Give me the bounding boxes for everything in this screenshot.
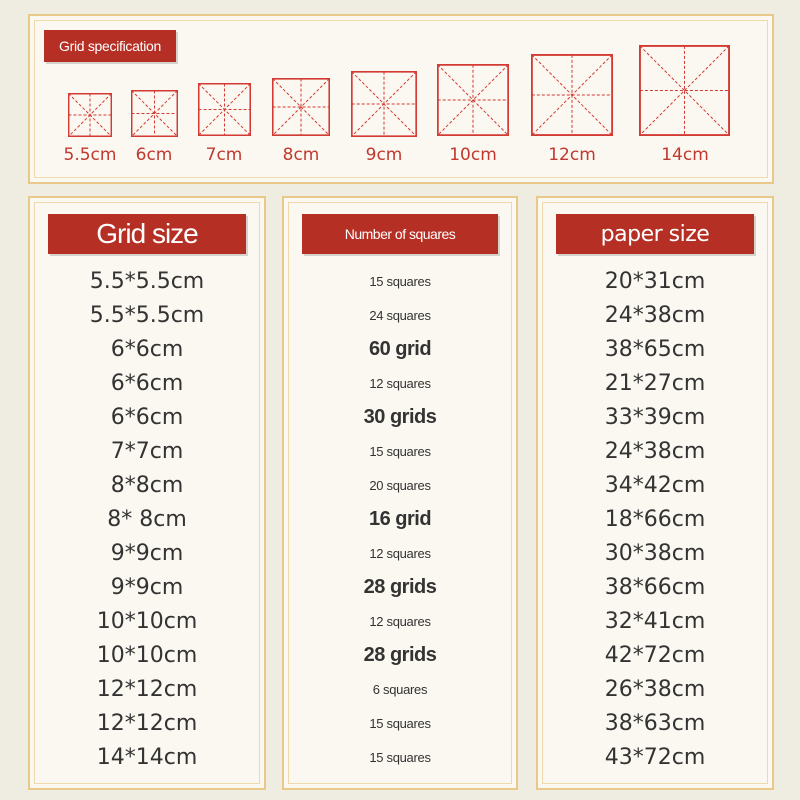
- paper-size-cell: 20*31cm: [604, 268, 706, 294]
- paper-size-cell: 38*65cm: [604, 336, 706, 362]
- squares-cell: 12 squares: [369, 613, 431, 629]
- squares-cell: 20 squares: [369, 477, 431, 493]
- grid-spec-title: Grid specification: [44, 30, 176, 62]
- paper-size-cell: 24*38cm: [604, 438, 706, 464]
- grid-sample-label: 12cm: [548, 145, 596, 165]
- squares-cell: 15 squares: [369, 273, 431, 289]
- paper-size-cell: 32*41cm: [604, 608, 706, 634]
- grid-size-cell: 5.5*5.5cm: [89, 268, 205, 294]
- squares-cell: 30 grids: [363, 405, 437, 428]
- squares-cell: 60 grid: [368, 337, 432, 360]
- paper-size-cell: 34*42cm: [604, 472, 706, 498]
- paper-size-cell: 33*39cm: [604, 404, 706, 430]
- paper-size-header: paper size: [556, 214, 754, 254]
- grid-size-cell: 9*9cm: [110, 540, 184, 566]
- mi-grid-icon: [272, 78, 330, 136]
- mi-grid-icon: [639, 45, 730, 136]
- grid-sample-label: 8cm: [282, 145, 320, 165]
- squares-cell: 16 grid: [368, 507, 432, 530]
- mi-grid-icon: [531, 54, 613, 136]
- grid-size-cell: 14*14cm: [96, 744, 198, 770]
- mi-grid-icon: [198, 83, 251, 136]
- grid-size-cell: 6*6cm: [110, 404, 184, 430]
- grid-size-cell: 9*9cm: [110, 574, 184, 600]
- grid-size-cell: 8* 8cm: [107, 506, 187, 532]
- grid-sample-label: 14cm: [661, 145, 709, 165]
- squares-cell: 15 squares: [369, 443, 431, 459]
- grid-size-cell: 6*6cm: [110, 370, 184, 396]
- squares-cell: 28 grids: [363, 643, 437, 666]
- squares-column: [282, 196, 518, 790]
- squares-cell: 15 squares: [369, 715, 431, 731]
- paper-size-column: [536, 196, 774, 790]
- squares-cell: 12 squares: [369, 375, 431, 391]
- paper-size-cell: 42*72cm: [604, 642, 706, 668]
- grid-size-cell: 8*8cm: [110, 472, 184, 498]
- grid-size-cell: 12*12cm: [96, 710, 198, 736]
- grid-size-cell: 12*12cm: [96, 676, 198, 702]
- squares-cell: 24 squares: [369, 307, 431, 323]
- paper-size-cell: 24*38cm: [604, 302, 706, 328]
- grid-sample-label: 9cm: [365, 145, 403, 165]
- paper-size-cell: 38*63cm: [604, 710, 706, 736]
- paper-size-cell: 38*66cm: [604, 574, 706, 600]
- grid-size-list: [30, 264, 264, 774]
- grid-size-cell: 10*10cm: [96, 608, 198, 634]
- squares-cell: 12 squares: [369, 545, 431, 561]
- grid-sample-label: 7cm: [205, 145, 243, 165]
- squares-list: [284, 264, 516, 774]
- squares-cell: 15 squares: [369, 749, 431, 765]
- mi-grid-icon: [131, 90, 178, 137]
- grid-size-cell: 7*7cm: [110, 438, 184, 464]
- grid-sample-label: 6cm: [135, 145, 173, 165]
- mi-grid-icon: [68, 93, 112, 137]
- grid-sample-label: 5.5cm: [63, 145, 117, 165]
- paper-size-cell: 21*27cm: [604, 370, 706, 396]
- paper-size-list: [538, 264, 772, 774]
- paper-size-cell: 43*72cm: [604, 744, 706, 770]
- grid-size-cell: 10*10cm: [96, 642, 198, 668]
- mi-grid-icon: [351, 71, 417, 137]
- squares-header: Number of squares: [302, 214, 498, 254]
- paper-size-cell: 26*38cm: [604, 676, 706, 702]
- paper-size-cell: 30*38cm: [604, 540, 706, 566]
- grid-size-cell: 5.5*5.5cm: [89, 302, 205, 328]
- mi-grid-icon: [437, 64, 509, 136]
- grid-sample-label: 10cm: [449, 145, 497, 165]
- paper-size-cell: 18*66cm: [604, 506, 706, 532]
- squares-cell: 28 grids: [363, 575, 437, 598]
- grid-size-column: [28, 196, 266, 790]
- squares-cell: 6 squares: [372, 681, 428, 697]
- grid-size-header: Grid size: [48, 214, 246, 254]
- grid-size-cell: 6*6cm: [110, 336, 184, 362]
